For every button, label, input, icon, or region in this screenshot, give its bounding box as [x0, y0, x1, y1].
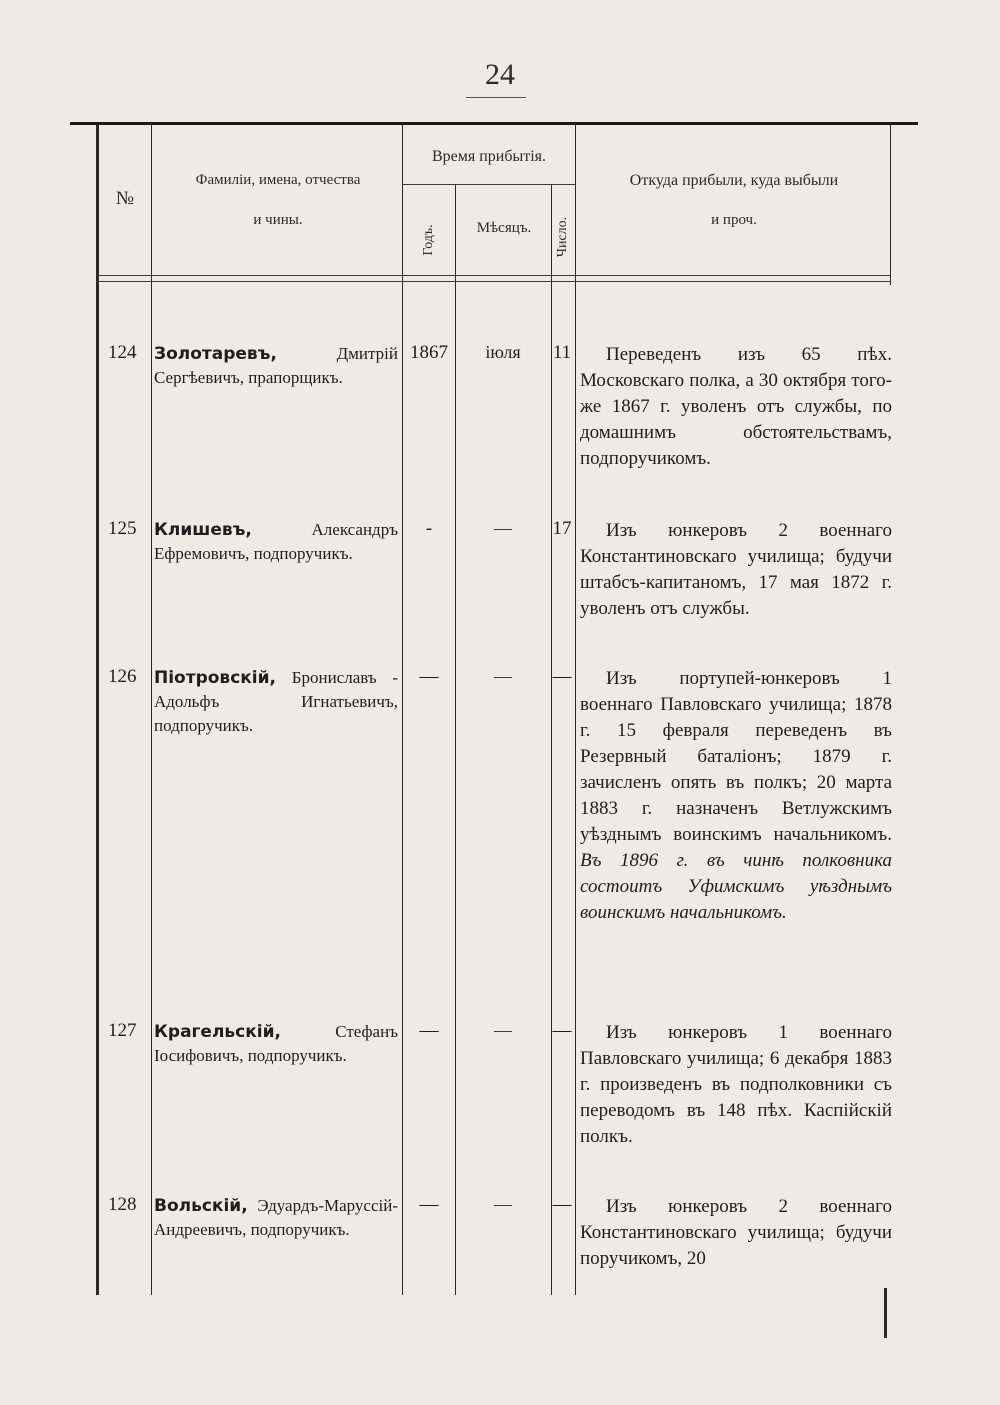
- entry-number: 128: [108, 1194, 137, 1215]
- entry-name-rest: Дмитрій Сергѣевичъ, прапорщикъ.: [154, 344, 398, 387]
- entry-year: —: [419, 1194, 439, 1215]
- entry-day: 17: [552, 518, 572, 539]
- entry-surname: Вольскій,: [154, 1196, 248, 1216]
- page-number: 24: [485, 58, 515, 91]
- header-name-line2: и чины.: [253, 212, 303, 228]
- entry-month: —: [494, 1020, 512, 1040]
- entry-notes-text: Изъ юнкеровъ 1 военнаго Павловскаго училища; 6 декабря 1883 г. произведенъ въ подполковники съ переводомъ въ 148 пѣх. Каспійскій полкъ.: [580, 1022, 892, 1147]
- entry-notes-text: Изъ юнкеровъ 2 военнаго Константиновскаго училища; будучи поручикомъ, 20: [580, 1196, 892, 1269]
- entry-surname: Клишевъ,: [154, 520, 252, 540]
- entry-day: 11: [552, 342, 572, 363]
- entry-notes-text: Переведенъ изъ 65 пѣх. Московскаго полка, а 30 октября того-же 1867 г. уволенъ отъ службы, по домашнимъ обстоятельствамъ, подпоручикомъ.: [580, 344, 892, 469]
- header-bottom-rule-2: [96, 281, 891, 282]
- table-top-rule: [70, 122, 918, 125]
- header-notes: Откуда прибыли, куда выбыли: [629, 172, 839, 189]
- day-column-rule: [575, 125, 576, 1295]
- entry-number: 126: [108, 666, 137, 687]
- entry-year: —: [419, 1020, 439, 1041]
- entry-name-rest: Эдуардъ-Маруссій-Андреевичъ, подпоручикъ.: [154, 1196, 398, 1239]
- entry-name-rest: Брониславъ - Адольфъ Игнатьевичъ, подпоручикъ.: [154, 668, 399, 735]
- entry-name-rest: Стефанъ Іосифовичъ, подпоручикъ.: [154, 1022, 398, 1065]
- num-column-rule: [151, 125, 152, 1295]
- header-month: Мѣсяцъ.: [476, 220, 532, 236]
- entry-month: —: [494, 518, 512, 538]
- entry-name: [154, 518, 398, 566]
- entry-day: —: [552, 1194, 572, 1215]
- entry-notes-italic: Въ 1896 г. въ чинѣ полковника состоитъ Уфимскимъ уѣзднымъ воинскимъ начальникомъ.: [580, 850, 892, 923]
- entry-name: [154, 1194, 398, 1242]
- entry-notes: [580, 1194, 892, 1272]
- entry-day: —: [552, 1020, 572, 1041]
- entry-month: іюля: [485, 342, 521, 362]
- entry-notes-text: Изъ юнкеровъ 2 военнаго Константиновскаго училища; будучи штабсъ-капитаномъ, 17 мая 1872 г. уволенъ отъ службы.: [580, 520, 892, 619]
- header-year: Годъ.: [421, 224, 436, 256]
- entry-name: [154, 342, 398, 390]
- header-day: Число.: [555, 216, 570, 258]
- table-left-border: [96, 125, 99, 1295]
- arrival-header-rule: [402, 184, 576, 185]
- entry-notes: [580, 666, 892, 926]
- entry-name: [154, 1020, 398, 1068]
- entry-notes: [580, 342, 892, 472]
- entry-month: —: [494, 1194, 512, 1214]
- entry-day: —: [552, 666, 572, 687]
- entry-number: 127: [108, 1020, 137, 1041]
- page-number-underline: [466, 97, 526, 98]
- entry-year: -: [425, 518, 433, 539]
- name-column-rule: [402, 125, 403, 1295]
- entry-year: 1867: [410, 342, 448, 363]
- entry-surname: Крагельскій,: [154, 1022, 281, 1042]
- entry-number: 124: [108, 342, 137, 363]
- entry-name-rest: Александръ Ефремовичъ, подпоручикъ.: [154, 520, 398, 563]
- entry-number: 125: [108, 518, 137, 539]
- entry-name: [154, 666, 398, 738]
- header-notes-line2: и проч.: [711, 212, 757, 228]
- entry-month: —: [494, 666, 512, 686]
- entry-surname: Золотаревъ,: [154, 344, 277, 364]
- entry-surname: Піотровскій,: [154, 668, 277, 688]
- header-number: №: [115, 188, 135, 209]
- table-right-border: [884, 1288, 887, 1338]
- header-name: Фамиліи, имена, отчества: [195, 172, 361, 188]
- table-right-edge: [890, 125, 891, 285]
- entry-notes: [580, 518, 892, 622]
- entry-year: —: [419, 666, 439, 687]
- entry-notes-text: Изъ портупей-юнкеровъ 1 военнаго Павловскаго училища; 1878 г. 15 февраля переведенъ въ Резервный баталіонъ; 1879 г. зачисленъ опять въ полкъ; 20 марта 1883 г. назначенъ Ветлужскимъ уѣзднымъ воинскимъ начальникомъ.: [580, 668, 892, 845]
- entry-notes: [580, 1020, 892, 1150]
- header-arrival: Время прибытія.: [431, 148, 547, 165]
- header-bottom-rule: [96, 275, 891, 276]
